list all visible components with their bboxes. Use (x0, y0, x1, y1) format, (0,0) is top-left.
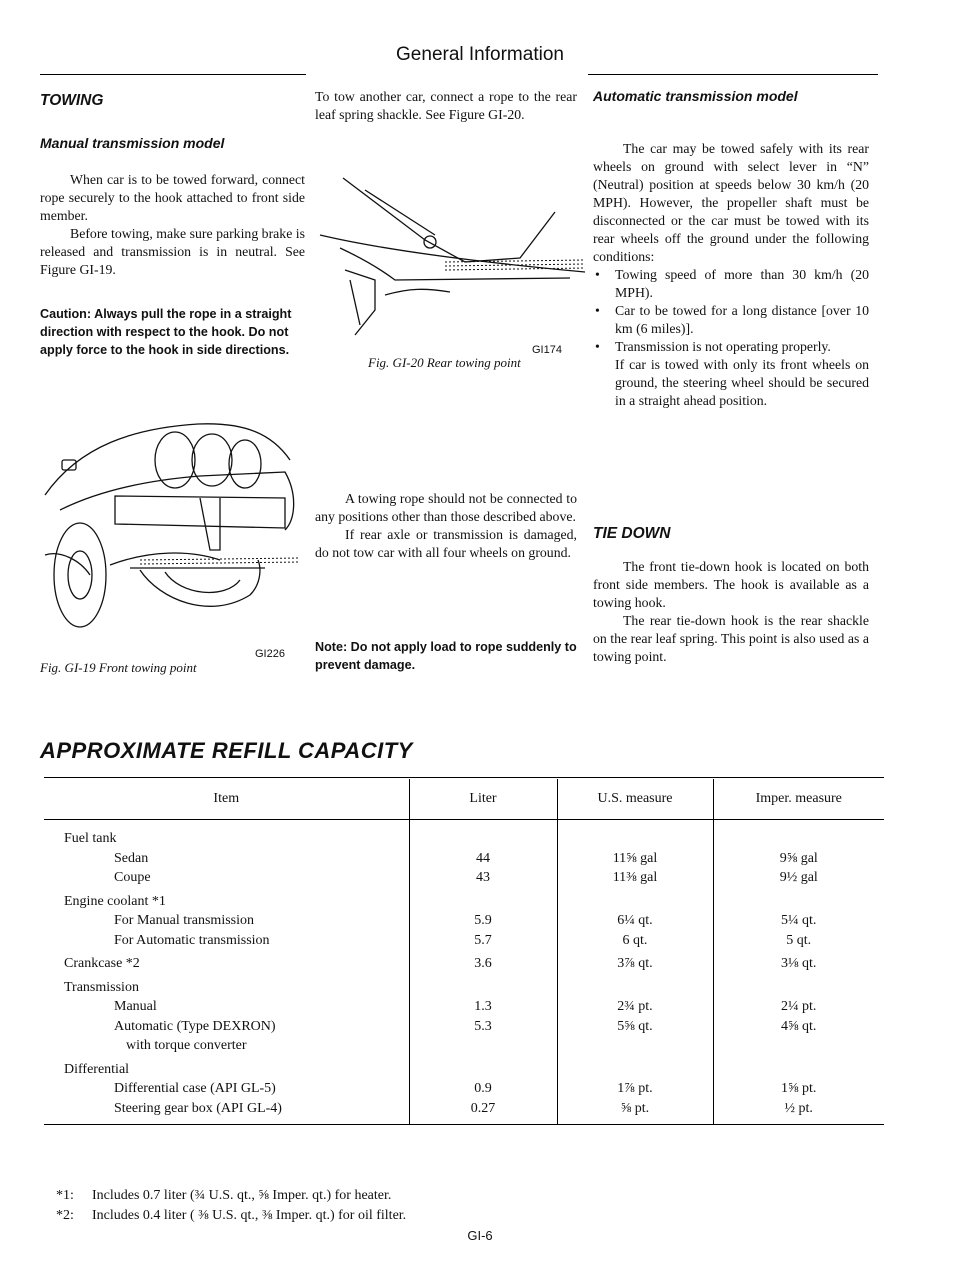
tie-down-title: TIE DOWN (593, 525, 671, 542)
auto-paragraph-2: If car is towed with only its front wheels on ground, the steering wheel should be secured in a straight ahead position. (615, 357, 869, 408)
col-header-us: U.S. measure (557, 779, 713, 820)
auto-conditions-list (593, 266, 869, 356)
table-cell-item: Differential case (API GL-5) (114, 1081, 276, 1096)
table-cell-item: Automatic (Type DEXRON) (114, 1018, 276, 1034)
fig19-caption: Fig. GI-19 Front towing point (40, 660, 197, 675)
rope-text (315, 490, 577, 562)
refill-capacity-title: APPROXIMATE REFILL CAPACITY (40, 738, 413, 763)
table-cell-imp: 5¼ qt. (781, 913, 817, 928)
footnote-2: *2: Includes 0.4 liter ( ⅜ U.S. qt., ⅜ Imper. qt.) for oil filter. (56, 1208, 407, 1223)
table-cell-us (558, 978, 713, 998)
table-cell-us: 11⅝ gal (612, 850, 658, 866)
tie-down-paragraph-1: The front tie-down hook is located on both front side members. The hook is available as a towing hook. (593, 559, 869, 610)
table-cell-item: Steering gear box (API GL-4) (114, 1100, 282, 1116)
table-top-rule (44, 777, 884, 778)
table-cell-liter (410, 829, 557, 849)
rear-towing-figure (315, 160, 585, 340)
table-cell-us: 6¼ qt. (617, 913, 653, 928)
table-cell-imp (714, 829, 885, 849)
table-cell-imp: 1⅝ pt. (781, 1081, 817, 1096)
rope-paragraph-1: A towing rope should not be connected to any positions other than those described above. (315, 491, 577, 524)
table-cell-imp: 4⅝ qt. (781, 1018, 817, 1034)
table-cell-item: Crankcase *2 (64, 956, 140, 971)
caution-note: Caution: Always pull the rope in a straight direction with respect to the hook. Do not apply force to the hook in side directions. (40, 307, 292, 357)
table-cell-us: 2¾ pt. (617, 999, 653, 1014)
footnote-1: *1: Includes 0.7 liter (¾ U.S. qt., ⅝ Imper. qt.) for heater. (56, 1188, 392, 1203)
header-rule-right (588, 74, 878, 75)
manual-paragraph-2: Before towing, make sure parking brake is released and transmission is in neutral. See Figure GI-19. (40, 226, 305, 277)
col-header-liter: Liter (409, 779, 557, 820)
table-cell-liter: 43 (476, 870, 490, 885)
table-cell-item: For Automatic transmission (114, 932, 270, 948)
front-towing-figure (40, 400, 310, 650)
fig20-caption: Fig. GI-20 Rear towing point (368, 355, 521, 370)
table-cell-item: Sedan (114, 850, 149, 866)
manual-paragraph-1: When car is to be towed forward, connect rope securely to the hook attached to front side member. (40, 172, 305, 223)
table-cell-liter: 0.9 (474, 1081, 492, 1096)
auto-text (593, 140, 869, 410)
table-cell-item: For Manual transmission (114, 913, 254, 928)
table-cell-liter (410, 978, 557, 998)
table-cell-liter: 0.27 (470, 1100, 496, 1116)
tie-down-paragraph-2: The rear tie-down hook is the rear shackle on the rear leaf spring. This point is also used as a towing point. (593, 613, 869, 664)
table-cell-imp (714, 892, 885, 912)
table-cell-us (558, 892, 713, 912)
table-cell-liter: 3.6 (474, 956, 492, 971)
table-cell-us: ⅝ pt. (620, 1100, 650, 1116)
table-cell-us (558, 1036, 713, 1056)
table-cell-liter (410, 892, 557, 912)
header-rule-left (40, 74, 306, 75)
page-number: GI-6 (467, 1228, 493, 1243)
table-cell-item: with torque converter (126, 1038, 247, 1053)
table-cell-liter: 44 (476, 850, 490, 866)
fig20-code: GI174 (532, 344, 562, 356)
table-cell-liter (410, 1060, 557, 1080)
table-cell-liter: 5.9 (474, 913, 492, 928)
rope-paragraph-2: If rear axle or transmission is damaged, do not tow car with all four wheels on ground. (315, 527, 577, 560)
table-cell-imp: 2¼ pt. (781, 999, 817, 1014)
towing-title: TOWING (40, 92, 104, 109)
auto-paragraph-1: The car may be towed safely with its rear wheels on ground with select lever in “N” (Neutral) position at speeds below 30 km/h (20 MPH). However, the propeller shaft must be disconnected or the car must be towed with its rear wheels off the ground under the following conditions: (593, 141, 869, 264)
table-cell-us: 1⅞ pt. (617, 1081, 653, 1096)
table-cell-us (558, 1060, 713, 1080)
tie-down-text (593, 558, 869, 666)
liter-column (409, 820, 557, 1125)
col-header-imp: Imper. measure (713, 779, 884, 820)
table-cell-imp: 9½ gal (779, 870, 818, 885)
table-cell-item: Fuel tank (64, 831, 117, 846)
table-cell-imp: ½ pt. (784, 1100, 813, 1116)
refill-capacity-table (44, 779, 884, 1125)
table-cell-us: 11⅜ gal (612, 870, 658, 885)
table-cell-imp (714, 1060, 885, 1080)
table-cell-imp: 9⅝ gal (779, 850, 818, 866)
table-cell-item: Transmission (64, 979, 139, 995)
table-cell-us (558, 829, 713, 849)
table-cell-liter: 5.7 (474, 932, 492, 948)
table-cell-us: 3⅞ qt. (617, 956, 653, 971)
auto-condition-3: • Transmission is not operating properly. (593, 338, 869, 356)
table-cell-liter: 1.3 (474, 999, 492, 1014)
auto-condition-1: • Towing speed of more than 30 km/h (20 MPH). (593, 266, 869, 302)
manual-text (40, 171, 305, 279)
table-cell-item: Manual (114, 999, 157, 1014)
fig19-code: GI226 (255, 648, 285, 660)
page-header: General Information (396, 44, 564, 65)
rear-towing-text: To tow another car, connect a rope to the rear leaf spring shackle. See Figure GI-20. (315, 89, 577, 122)
table-cell-imp (714, 1036, 885, 1056)
auto-model-title: Automatic transmission model (593, 88, 798, 104)
table-cell-item: Engine coolant *1 (64, 893, 166, 909)
table-cell-item: Differential (64, 1061, 130, 1077)
table-footnotes (56, 1186, 406, 1226)
table-cell-liter: 5.3 (474, 1018, 492, 1034)
auto-condition-2: • Car to be towed for a long distance [over 10 km (6 miles)]. (593, 302, 869, 338)
us-column (557, 820, 713, 1125)
table-cell-us: 5⅝ qt. (617, 1018, 653, 1034)
table-cell-imp: 5 qt. (786, 932, 812, 948)
imp-column (713, 820, 884, 1125)
item-column (44, 820, 409, 1125)
rope-note: Note: Do not apply load to rope suddenly to prevent damage. (315, 640, 577, 672)
table-cell-imp (714, 978, 885, 998)
table-cell-item: Coupe (114, 870, 151, 885)
col-header-item: Item (44, 779, 409, 820)
table-cell-imp: 3⅛ qt. (781, 956, 817, 971)
table-cell-liter (410, 1036, 557, 1056)
manual-model-title: Manual transmission model (40, 135, 225, 151)
table-cell-us: 6 qt. (622, 932, 648, 948)
